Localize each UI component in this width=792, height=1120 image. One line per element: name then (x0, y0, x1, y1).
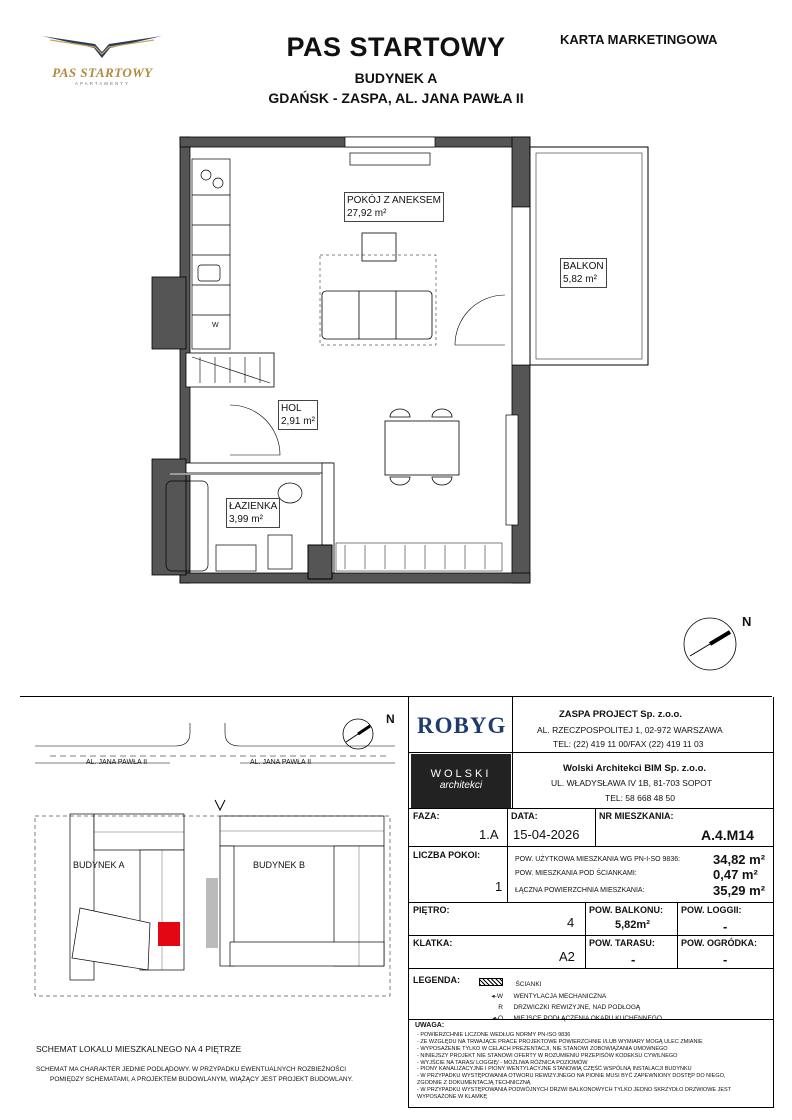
area-walls-label: POW. MIESZKANIA POD ŚCIANKAMI: (515, 870, 637, 877)
area-total-value: 35,29 m² (713, 883, 766, 898)
faza-value: 1.A (479, 827, 499, 842)
legend-symbol-o (479, 1014, 503, 1022)
compass-icon (338, 712, 378, 752)
developer-name: ZASPA PROJECT Sp. z.o.o. (559, 709, 682, 720)
legend-symbol-r: R (498, 1004, 503, 1011)
architect-logo-line2: architekci (439, 780, 483, 791)
note-line: WYPOSAŻONE W KLAMKĘ (417, 1093, 487, 1100)
building-a-label: BUDYNEK A (73, 860, 125, 870)
ogrodek-label: POW. OGRÓDKA: (681, 938, 757, 948)
room-hall-name: HOL (281, 403, 302, 414)
taras-value: - (631, 952, 636, 967)
taras-label: POW. TARASU: (589, 938, 655, 948)
klatka-label: KLATKA: (413, 938, 453, 948)
nr-value: A.4.M14 (701, 827, 754, 843)
room-balcony-area: 5,82 m² (563, 274, 597, 285)
compass-icon (680, 612, 740, 672)
loggia-label: POW. LOGGII: (681, 905, 742, 915)
legend-label: LEGENDA: (413, 975, 460, 985)
info-panel (408, 697, 774, 1108)
room-hall-area: 2,91 m² (281, 416, 315, 427)
note-line: - W PRZYPADKU WYSTĘPOWANIA PODWÓJNYCH DRZWI BALKONOWYCH TYLKO JEDNO SKRZYDŁO DRZWIOWE JEST (417, 1087, 732, 1093)
note-line: - W PRZYPADKU WYSTĘPOWANIA OTWORU REWIZYJNEGO NA PIONIE MUSI BYĆ ZAPEWNIONY DOSTĘP DO NIEGO, (417, 1073, 726, 1080)
notes-list (417, 1032, 769, 1101)
developer-logo: ROBYG (417, 713, 507, 738)
room-living-name: POKÓJ Z ANEKSEM (347, 195, 441, 206)
note-line: - WYJŚCIE NA TARAS/ LOGGIĘ/ - MOŻLIWA RÓŻNICA POZIOMÓW (417, 1059, 588, 1066)
note-line: - WYPOSAŻENIE TYLKO W CELACH PREZENTACJI, NIE STANOWI ZOBOWIĄZANIA UMOWNEGO (417, 1045, 668, 1052)
legend-symbol-w: ◂-W (491, 993, 503, 1000)
street-right: AL. JANA PAWŁA II (250, 759, 312, 766)
room-balcony-label (560, 258, 607, 288)
balkon-value: 5,82m² (615, 919, 650, 931)
card-type: KARTA MARKETINGOWA (560, 32, 718, 47)
klatka-value: A2 (559, 949, 575, 964)
developer-phone: TEL: (22) 419 11 00/FAX (22) 419 11 03 (553, 739, 704, 749)
notes-label: UWAGA: (415, 1022, 445, 1029)
pietro-value: 4 (567, 915, 575, 930)
room-hall-label (278, 400, 318, 430)
architect-phone: TEL: 58 668 48 50 (605, 793, 675, 803)
developer-address: AL. RZECZPOSPOLITEJ 1, 02-972 WARSZAWA (537, 725, 723, 735)
data-value: 15-04-2026 (513, 827, 580, 842)
data-label: DATA: (511, 811, 538, 821)
compass-north: N (742, 614, 752, 629)
area-usable-label: POW. UŻYTKOWA MIESZKANIA WG PN-I-SO 9836: (515, 856, 681, 863)
balkon-label: POW. BALKONU: (589, 905, 663, 915)
room-living-area: 27,92 m² (347, 208, 387, 219)
note-line: - POWIERZCHNIE LICZONE WEDŁUG NORMY PN-ISO 9836 (417, 1032, 571, 1038)
building-b-label: BUDYNEK B (253, 860, 306, 870)
legend-text-walls: ŚCIANKI (515, 981, 542, 988)
ogrodek-value: - (723, 952, 728, 967)
note-line: - NINIEJSZY PROJEKT NIE STANOWI OFERTY W ROZUMIENIU PRZEPISÓW KODEKSU CYWILNEGO (417, 1052, 678, 1059)
area-usable-value: 34,82 m² (713, 852, 766, 867)
pietro-label: PIĘTRO: (413, 905, 450, 915)
brand-sub: APARTAMENTY (74, 81, 130, 86)
nr-label: NR MIESZKANIA: (599, 811, 674, 821)
site-compass-north: N (386, 712, 395, 726)
note-line: - ZE WZGLĘDU NA TRWAJĄCE PRACE PROJEKTOWE POWIERZCHNIE I/LUB WYMIARY MOGĄ ULEC ZMIANIE (417, 1038, 703, 1045)
room-balcony-name: BALKON (563, 261, 604, 272)
architect-address: UL. WŁADYSŁAWA IV 1B, 81-703 SOPOT (551, 778, 712, 788)
wings-icon (40, 30, 165, 60)
compass (680, 612, 760, 682)
site-compass (338, 712, 378, 757)
faza-label: FAZA: (413, 811, 440, 821)
architect-logo (411, 754, 511, 808)
architect-logo-line1: WOLSKI (430, 768, 492, 780)
brand-logo (40, 30, 165, 90)
loggia-value: - (723, 919, 728, 934)
room-bathroom-label (226, 498, 280, 528)
note-line: - PIONY KANALIZACYJNE I PIONY WENTYLACYJNE STANOWIĄ CZĘŚĆ WSPÓLNĄ INSTALACJI BUDYNKU (417, 1066, 692, 1073)
street-left: AL. JANA PAWŁA II (86, 759, 148, 766)
pokoje-label: LICZBA POKOI: (413, 850, 481, 860)
room-living-label (344, 192, 444, 222)
site-note-2: POMIĘDZY SCHEMATAMI, A PROJEKTEM BUDOWLANYM, WIĄŻĄCY JEST PROJEKT BUDOWLANY. (50, 1076, 353, 1083)
page-title: PAS STARTOWY (286, 32, 506, 62)
legend-item-hood (479, 1007, 759, 1025)
site-note-1: SCHEMAT MA CHARAKTER JEDNIE PODLĄDOWY. W PRZYPADKU EWENTUALNYCH ROZBIEŻNOŚCI (36, 1066, 347, 1073)
building-name: BUDYNEK A (354, 70, 438, 86)
pokoje-value: 1 (495, 879, 503, 894)
address: GDAŃSK - ZASPA, AL. JANA PAWŁA II (268, 90, 524, 106)
vent-symbol: W (212, 322, 219, 329)
legend-text-rev: DRZWICZKI REWIZYJNE, NAD PODŁOGĄ (513, 1004, 641, 1011)
legend-text-vent: WENTYLACJA MECHANICZNA (513, 993, 607, 1000)
room-bathroom-name: ŁAZIENKA (229, 501, 278, 512)
site-caption: SCHEMAT LOKALU MIESZKALNEGO NA 4 PIĘTRZE (36, 1044, 242, 1054)
area-total-label: ŁĄCZNA POWIERZCHNIA MIESZKANIA: (515, 887, 645, 894)
brand-name: PAS STARTOWY (52, 65, 153, 80)
room-bathroom-area: 3,99 m² (229, 514, 263, 525)
architect-name: Wolski Architekci BIM Sp. z.o.o. (563, 763, 707, 774)
area-walls-value: 0,47 m² (713, 867, 758, 882)
note-line: ZGODNIE Z DOKUMENTACJĄ TECHNICZNĄ (417, 1080, 531, 1087)
